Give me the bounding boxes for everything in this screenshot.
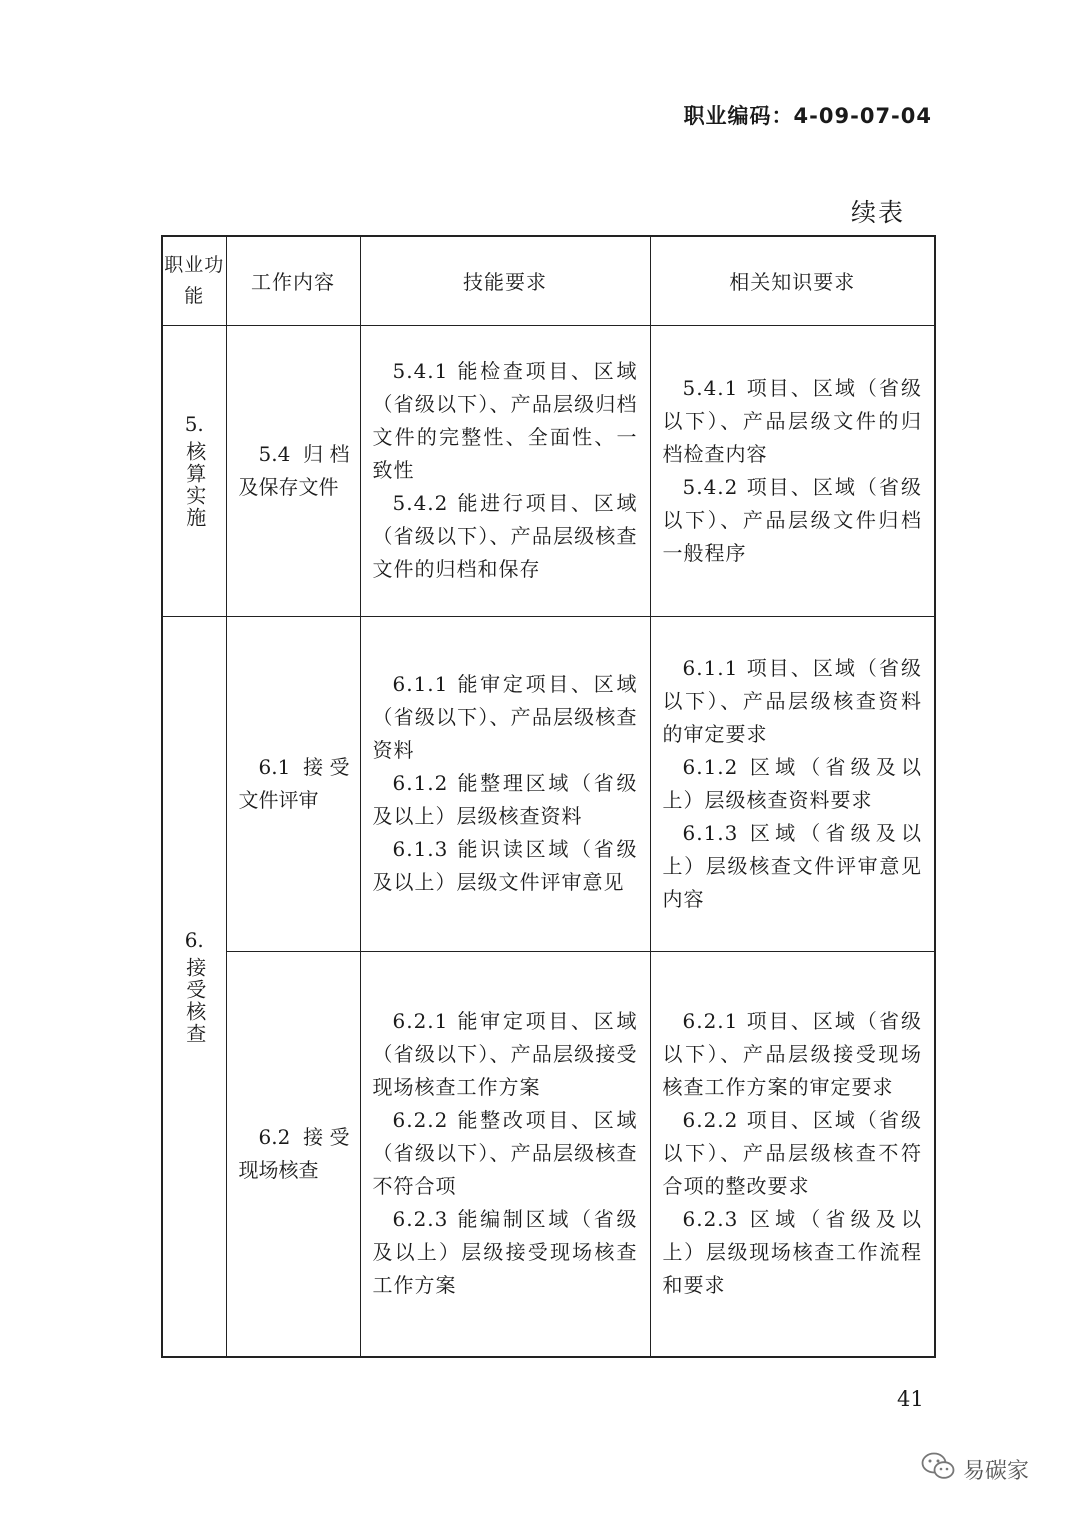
table-row — [162, 616, 935, 951]
knowledge-item: 6.1.2 区域（省级及以上）层级核查资料要求 — [662, 754, 922, 812]
skill-item: 6.2.1 能审定项目、区域（省级以下）、产品层级接受现场核查工作方案 — [372, 1009, 638, 1100]
skill-item: 6.2.3 能编制区域（省级及以上）层级接受现场核查工作方案 — [372, 1207, 638, 1298]
function-name: 接受核查 — [182, 956, 207, 1045]
skills-cell — [360, 325, 650, 616]
skill-item: 6.1.2 能整理区域（省级及以上）层级核查资料 — [372, 771, 638, 828]
function-name: 核算实施 — [182, 441, 207, 529]
function-number: 6. — [184, 927, 204, 952]
table-row — [162, 325, 935, 616]
knowledge-item: 5.4.1 项目、区域（省级以下）、产品层级文件的归档检查内容 — [662, 375, 922, 466]
work-content-text: 5.4 归档及保存文件 — [238, 441, 350, 499]
watermark-text: 易碳家 — [963, 1458, 1030, 1484]
continued-label: 续表 — [850, 198, 905, 227]
function-cell — [162, 616, 226, 1357]
table-header-row — [162, 236, 935, 325]
knowledge-item: 6.1.3 区域（省级及以上）层级核查文件评审意见内容 — [662, 820, 922, 911]
occupation-code: 职业编码：4-09-07-04 — [683, 104, 932, 128]
skills-cell — [360, 616, 650, 951]
knowledge-item: 6.2.1 项目、区域（省级以下）、产品层级接受现场核查工作方案的审定要求 — [662, 1009, 922, 1100]
knowledge-cell — [650, 951, 935, 1357]
knowledge-item: 6.2.3 区域（省级及以上）层级现场核查工作流程和要求 — [662, 1207, 922, 1298]
knowledge-cell — [650, 616, 935, 951]
knowledge-item: 6.1.1 项目、区域（省级以下）、产品层级核查资料的审定要求 — [662, 655, 922, 746]
skills-cell — [360, 951, 650, 1357]
work-content-text: 6.1 接受文件评审 — [238, 754, 350, 812]
work-content-text: 6.2 接受现场核查 — [238, 1124, 350, 1182]
work-content-cell — [226, 616, 360, 951]
watermark — [921, 1452, 1029, 1486]
skill-item: 6.1.1 能审定项目、区域（省级以下）、产品层级核查资料 — [372, 672, 638, 762]
work-content-cell — [226, 951, 360, 1357]
knowledge-item: 5.4.2 项目、区域（省级以下）、产品层级文件归档一般程序 — [662, 474, 922, 565]
skill-item: 5.4.1 能检查项目、区域（省级以下）、产品层级归档文件的完整性、全面性、一致性 — [372, 359, 638, 482]
skill-item: 5.4.2 能进行项目、区域（省级以下）、产品层级核查文件的归档和保存 — [372, 491, 638, 581]
table-row — [162, 951, 935, 1357]
column-header-knowledge: 相关知识要求 — [650, 236, 935, 325]
column-header-function: 职业功能 — [162, 236, 226, 325]
function-number: 5. — [184, 412, 204, 436]
skill-item: 6.1.3 能识读区域（省级及以上）层级文件评审意见 — [372, 837, 638, 894]
page-number: 41 — [897, 1387, 924, 1411]
column-header-work: 工作内容 — [226, 236, 360, 325]
function-cell — [162, 325, 226, 616]
skills-table — [161, 235, 936, 1358]
skill-item: 6.2.2 能整改项目、区域（省级以下）、产品层级核查不符合项 — [372, 1108, 638, 1199]
knowledge-item: 6.2.2 项目、区域（省级以下）、产品层级核查不符合项的整改要求 — [662, 1108, 922, 1199]
knowledge-cell — [650, 325, 935, 616]
column-header-skills: 技能要求 — [360, 236, 650, 325]
work-content-cell — [226, 325, 360, 616]
wechat-icon — [921, 1452, 955, 1486]
